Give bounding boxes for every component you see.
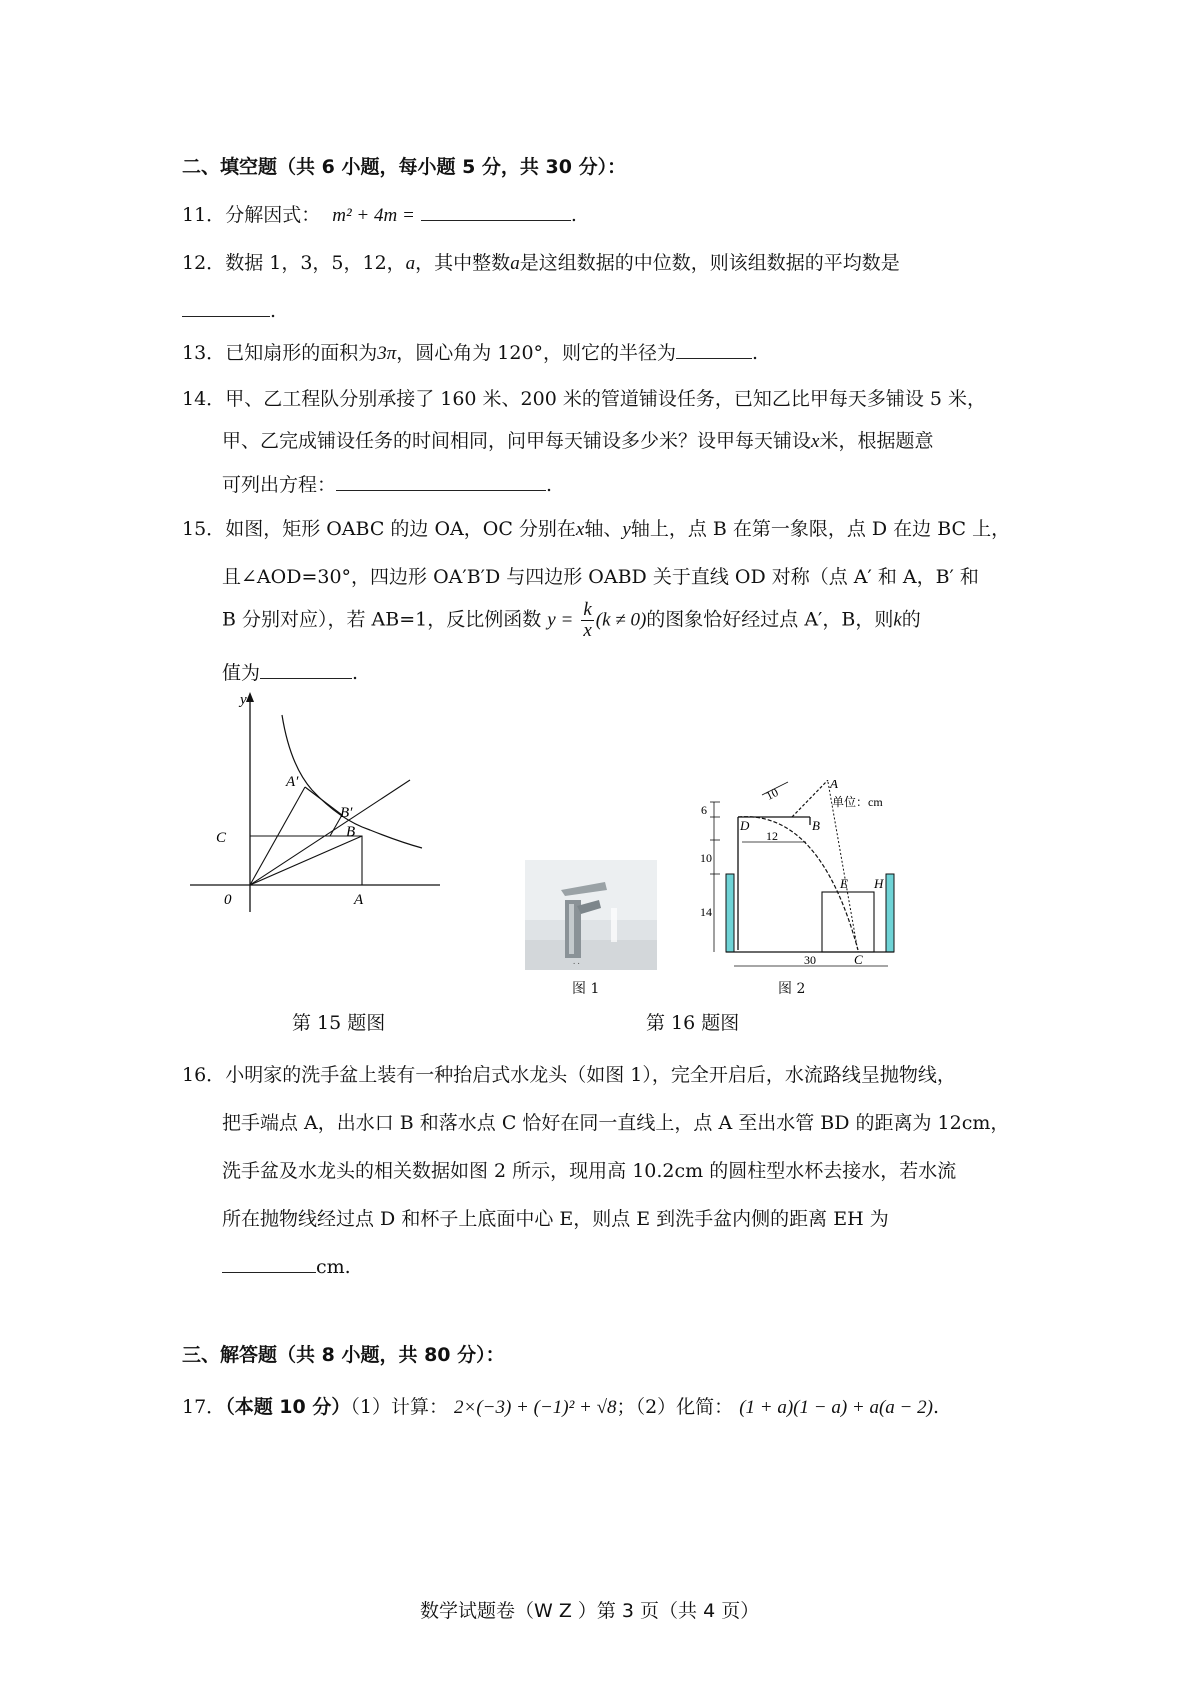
answer-blank[interactable] bbox=[421, 200, 571, 221]
answer-blank[interactable] bbox=[676, 338, 752, 359]
variable-a: a bbox=[405, 253, 416, 274]
label-c: C bbox=[216, 830, 227, 846]
variable-x: x bbox=[811, 431, 820, 452]
question-text: 小明家的洗手盆上装有一种抬启式水龙头（如图 1），完全开启后，水流路线呈抛物线， bbox=[225, 1064, 956, 1086]
question-16-line-3: 洗手盆及水龙头的相关数据如图 2 所示，现用高 10.2cm 的圆柱型水杯去接水，若水流 bbox=[222, 1160, 957, 1182]
question-13 bbox=[182, 338, 758, 365]
points-label: （本题 10 分） bbox=[225, 1396, 351, 1418]
question-text: 米，根据题意 bbox=[819, 430, 934, 452]
label-a-prime: A′ bbox=[286, 774, 299, 790]
question-text: 已知扇形的面积为 bbox=[225, 342, 378, 364]
diagram-caption: 图 2 bbox=[778, 981, 806, 997]
question-15-line-3 bbox=[222, 600, 921, 641]
period: . bbox=[570, 204, 577, 226]
question-number: 11． bbox=[182, 204, 226, 226]
dimension-10-pipe: 10 bbox=[700, 851, 712, 865]
question-text: 甲、乙工程队分别承接了 160 米、200 米的管道铺设任务，已知乙比甲每天多铺设 5 米， bbox=[225, 388, 987, 410]
function-condition: (k ≠ 0) bbox=[595, 609, 647, 631]
figure-15-diagram bbox=[190, 690, 450, 915]
question-text: B 分别对应），若 AB=1，反比例函数 bbox=[222, 608, 542, 631]
question-16-line-1 bbox=[182, 1060, 956, 1087]
question-text: 轴、 bbox=[584, 518, 623, 540]
question-16-line-2: 把手端点 A，出水口 B 和落水点 C 恰好在同一直线上，点 A 至出水管 BD 的距离为 12cm， bbox=[222, 1112, 1010, 1134]
answer-blank[interactable] bbox=[182, 296, 270, 317]
question-text: 可列出方程： bbox=[222, 474, 337, 496]
faucet-photo bbox=[525, 860, 657, 970]
period: . bbox=[352, 662, 359, 684]
part-2-label: （2）化简： bbox=[635, 1396, 734, 1418]
question-text: 是这组数据的中位数，则该组数据的平均数是 bbox=[519, 252, 900, 274]
page-footer: 数学试题卷（W Z ）第 3 页（共 4 页） bbox=[420, 1600, 760, 1622]
label-d: D bbox=[740, 818, 750, 833]
section-3-title: 三、解答题（共 8 小题，共 80 分）： bbox=[182, 1344, 505, 1366]
dimension-10-handle: 10 bbox=[763, 785, 781, 803]
faucet-diagram bbox=[700, 780, 910, 980]
function-y: y = bbox=[547, 609, 574, 631]
answer-blank[interactable] bbox=[336, 470, 546, 491]
question-number: 15． bbox=[182, 518, 226, 540]
label-a: A bbox=[830, 780, 838, 791]
label-e: E bbox=[840, 876, 848, 891]
period: . bbox=[752, 342, 759, 364]
question-text: 甲、乙完成铺设任务的时间相同，问甲每天铺设多少米？设甲每天铺设 bbox=[222, 430, 812, 452]
figure-15-caption: 第 15 题图 bbox=[292, 1012, 386, 1034]
question-text: 的 bbox=[901, 608, 921, 631]
photo-caption: 图 1 bbox=[572, 981, 600, 997]
dimension-6: 6 bbox=[701, 803, 707, 817]
question-number: 13． bbox=[182, 342, 226, 364]
question-number: 16． bbox=[182, 1064, 226, 1086]
period: . bbox=[546, 474, 553, 496]
question-text: cm. bbox=[316, 1255, 351, 1278]
question-text: 值为 bbox=[222, 662, 261, 684]
svg-text:. .: . . bbox=[573, 956, 580, 966]
answer-blank[interactable] bbox=[222, 1252, 316, 1273]
label-b: B bbox=[812, 818, 820, 833]
question-text: 轴上，点 B 在第一象限，点 D 在边 BC 上， bbox=[630, 518, 1011, 540]
question-17 bbox=[182, 1392, 939, 1419]
question-14-line-3 bbox=[222, 470, 552, 497]
separator: ； bbox=[616, 1396, 636, 1418]
period: . bbox=[270, 299, 277, 322]
question-text: ，其中整数 bbox=[415, 252, 511, 274]
label-c: C bbox=[854, 952, 863, 967]
math-expression: m² + 4m = bbox=[332, 205, 415, 226]
unit-label: 单位：cm bbox=[832, 795, 883, 809]
variable-x: x bbox=[575, 519, 585, 540]
label-b: B bbox=[346, 824, 356, 840]
question-14-line-2 bbox=[222, 426, 933, 453]
part-1-label: （1）计算： bbox=[350, 1396, 448, 1418]
question-text: 数据 1，3，5，12， bbox=[225, 252, 406, 274]
section-2-title: 二、填空题（共 6 小题，每小题 5 分，共 30 分）： bbox=[182, 156, 627, 178]
label-b-prime: B′ bbox=[340, 805, 353, 821]
answer-blank[interactable] bbox=[260, 658, 352, 679]
variable-k: k bbox=[893, 609, 902, 631]
question-16-line-5 bbox=[222, 1252, 351, 1278]
question-11 bbox=[182, 200, 577, 227]
figure-16-caption: 第 16 题图 bbox=[646, 1012, 740, 1034]
label-y: y bbox=[240, 692, 247, 708]
question-number: 17． bbox=[182, 1396, 226, 1418]
period: . bbox=[932, 1396, 939, 1418]
label-h: H bbox=[874, 876, 884, 891]
expression-1: 2×(−3) + (−1)² + √8 bbox=[454, 1397, 617, 1418]
question-text: 的图象恰好经过点 A′，B，则 bbox=[646, 608, 894, 631]
variable-a: a bbox=[510, 253, 520, 274]
label-origin: 0 bbox=[224, 892, 232, 908]
expression-2: (1 + a)(1 − a) + a(a − 2) bbox=[739, 1397, 933, 1418]
question-text: 如图，矩形 OABC 的边 OA，OC 分别在 bbox=[225, 518, 576, 540]
question-text: 分解因式： bbox=[225, 204, 321, 226]
question-12 bbox=[182, 248, 900, 275]
question-number: 12． bbox=[182, 252, 226, 274]
math-expression: 3π bbox=[377, 343, 397, 364]
question-15-line-2: 且∠AOD=30°，四边形 OA′B′D 与四边形 OABD 关于直线 OD 对称（点 A′ 和 A，B′ 和 bbox=[222, 566, 979, 588]
dimension-30: 30 bbox=[804, 953, 816, 967]
question-15-line-4 bbox=[222, 658, 358, 685]
question-text: ，圆心角为 120°，则它的半径为 bbox=[396, 342, 677, 364]
variable-y: y bbox=[622, 519, 631, 540]
question-16-line-4: 所在抛物线经过点 D 和杯子上底面中心 E，则点 E 到洗手盆内侧的距离 EH 为 bbox=[222, 1208, 889, 1230]
question-number: 14． bbox=[182, 388, 226, 410]
question-14-line-1 bbox=[182, 384, 986, 411]
dimension-14: 14 bbox=[700, 905, 712, 919]
question-12-blank-line bbox=[182, 296, 276, 322]
question-15-line-1 bbox=[182, 514, 1010, 541]
fraction-k-over-x: $\frac{k}{x}$ bbox=[583, 599, 592, 641]
label-a: A bbox=[354, 892, 364, 908]
dimension-12: 12 bbox=[766, 829, 778, 843]
